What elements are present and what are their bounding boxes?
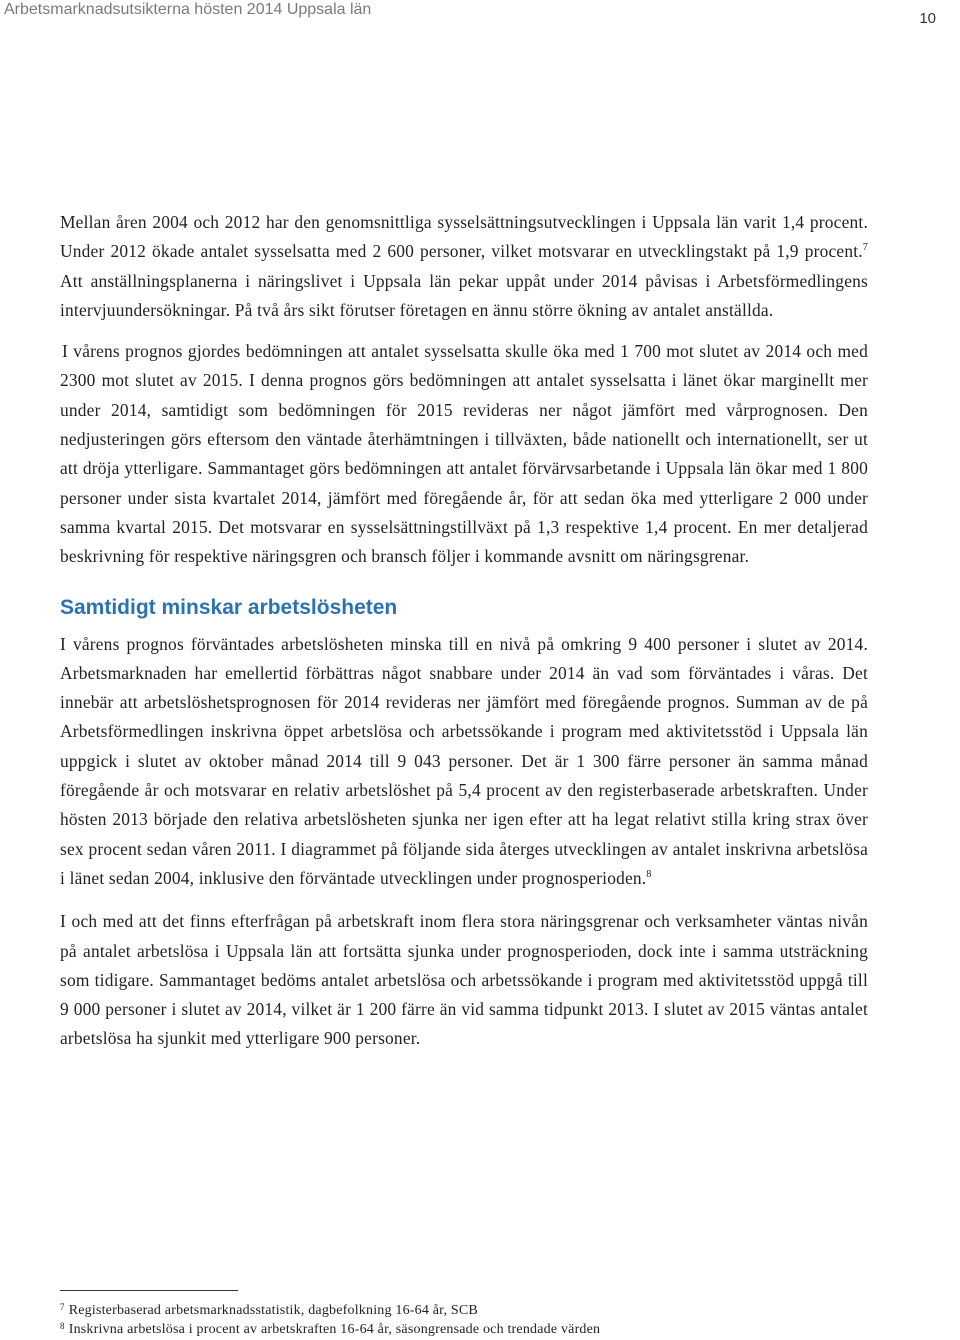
footnotes bbox=[60, 1290, 880, 1339]
footnote-divider bbox=[60, 1290, 238, 1291]
paragraph-text-continued: Att anställningsplanerna i näringslivet i Uppsala län pekar uppåt under 2014 påvisas i Arbetsförmedlingens intervjuundersökningar. På två års sikt förutser företagen en ännu större ökning av antalet anställda. bbox=[60, 270, 868, 320]
paragraph-text: I vårens prognos förväntades arbetslösheten minska till en nivå på omkring 9 400 personer i slutet av 2014. Arbetsmarknaden har emellertid förbättras något snabbare under 2014 än vad som förväntades i våras. Det innebär att arbetslöshetsprognosen för 2014 revideras ner jämfört med föregående prognos. Summan av de på Arbetsförmedlingen inskrivna öppet arbetslösa och arbetssökande i program med aktivitetsstöd i Uppsala län uppgick i slutet av oktober månad 2014 till 9 043 personer. Det är 1 300 färre personer än samma månad föregående år och motsvarar en relativ arbetslöshet på 5,4 procent av den registerbaserade arbetskraften. Under hösten 2013 började den relativa arbetslösheten sjunka ner igen efter att ha legat relativt stilla kring strax över sex procent sedan våren 2011. I diagrammet på följande sida återges utvecklingen av antalet inskrivna arbetslösa i länet sedan 2004, inklusive den förväntade utvecklingen under prognosperioden. bbox=[60, 633, 868, 888]
footnote-number: 8 bbox=[60, 1321, 65, 1331]
footnote-text: Inskrivna arbetslösa i procent av arbetskraften 16-64 år, säsongrensade och trendade värden bbox=[68, 1322, 601, 1337]
main-content bbox=[60, 208, 868, 1068]
footnote-number: 7 bbox=[60, 1302, 65, 1312]
document-title: Arbetsmarknadsutsikterna hösten 2014 Uppsala län bbox=[4, 1, 372, 18]
footnote-ref-7: 7 bbox=[862, 242, 868, 254]
page-header bbox=[0, 0, 960, 36]
footnote-ref-8: 8 bbox=[646, 868, 652, 880]
paragraph-employment-history bbox=[60, 208, 868, 325]
paragraph-unemployment bbox=[60, 630, 868, 894]
section-heading: Samtidigt minskar arbetslösheten bbox=[60, 595, 398, 619]
paragraph-text: Mellan åren 2004 och 2012 har den genomsnittliga sysselsättningsutvecklingen i Uppsala län varit 1,4 procent. Under 2012 ökade antalet sysselsatta med 2 600 personer, vilket motsvarar en utvecklingstakt på 1,9 procent. bbox=[60, 212, 868, 262]
paragraph-unemployment-outlook: I och med att det finns efterfrågan på arbetskraft inom flera stora näringsgrenar och verksamheter väntas nivån på antalet arbetslösa i Uppsala län att fortsätta sjunka under prognosperioden, dock inte i samma utsträckning som tidigare. Sammantaget bedöms antalet arbetslösa och arbetssökande i program med aktivitetsstöd uppgå till 9 000 personer i slutet av 2014, vilket är 1 200 färre än vid samma tidpunkt 2013. I slutet av 2015 väntas antalet arbetslösa ha sjunkit med ytterligare 900 personer. bbox=[60, 911, 868, 1049]
paragraph-spring-forecast: I vårens prognos gjordes bedömningen att antalet sysselsatta skulle öka med 1 700 mot slutet av 2014 och med 2300 mot slutet av 2015. I denna prognos görs bedömningen att antalet sysselsatta i länet ökar marginellt mer under 2014, samtidigt som bedömningen för 2015 revideras ner något jämfört med vårprognosen. Den nedjusteringen görs eftersom den väntade återhämtningen i tillväxten, både nationellt och internationellt, ser ut att dröja ytterligare. Sammantaget görs bedömningen att antalet förvärvsarbetande i Uppsala län ökar med 1 800 personer under sista kvartalet 2014, jämfört med föregående år, för att sedan öka med ytterligare 2 000 under samma kvartal 2015. Det motsvarar en sysselsättningstillväxt på 1,3 respektive 1,4 procent. En mer detaljerad beskrivning för respektive näringsgren och bransch följer i kommande avsnitt om näringsgrenar. bbox=[60, 341, 868, 567]
footnote-text: Registerbaserad arbetsmarknadsstatistik, dagbefolkning 16-64 år, SCB bbox=[68, 1303, 478, 1318]
footnote-item bbox=[60, 1301, 880, 1320]
page-number: 10 bbox=[919, 10, 936, 27]
footnote-item bbox=[60, 1320, 880, 1339]
